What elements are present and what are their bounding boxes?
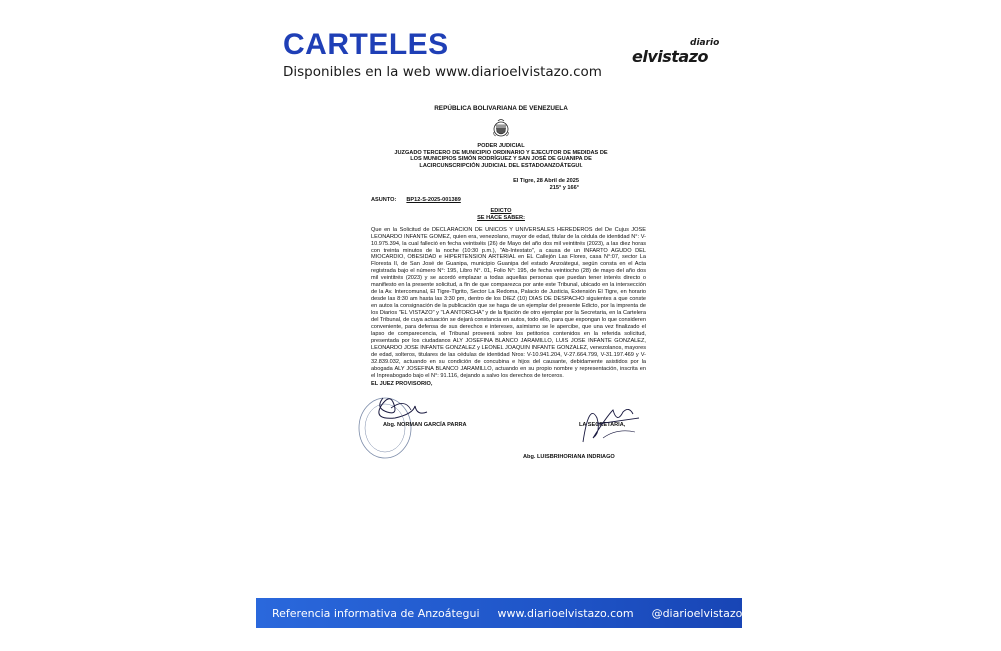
- edicto-heading: [353, 208, 649, 221]
- poder-judicial: PODER JUDICIAL: [477, 142, 525, 149]
- asunto-code: BP12-S-2025-001389: [406, 196, 461, 203]
- juez-label: EL JUEZ PROVISORIO,: [371, 380, 433, 387]
- logo-name-text: elvistazo: [632, 47, 709, 66]
- secretary-name: Abg. LUISBRIHORIANA INDRIAGO: [523, 453, 615, 460]
- footer-bar: [256, 598, 742, 628]
- secretaria-label: LA SECRETARIA,: [579, 421, 626, 428]
- footer-website-link[interactable]: www.diarioelvistazo.com: [497, 606, 634, 620]
- asunto-label: ASUNTO:: [371, 196, 397, 203]
- juzgado-heading: [353, 143, 649, 169]
- signature-area: [353, 388, 649, 468]
- footer-reference: Referencia informativa de Anzoátegui: [272, 606, 480, 620]
- juzgado-line: JUZGADO TERCERO DE MUNICIPIO ORDINARIO Y EJECUTOR DE MEDIDAS DE: [394, 149, 608, 156]
- hace-saber: SE HACE SABER:: [477, 215, 525, 222]
- republica-heading: REPÚBLICA BOLIVARIANA DE VENEZUELA: [434, 105, 568, 112]
- brand-title: CARTELES: [283, 28, 449, 61]
- coat-of-arms-icon: [490, 117, 512, 139]
- logo-sup: diario: [690, 38, 720, 48]
- juzgado-line: LOS MUNICIPIOS SIMÓN RODRÍGUEZ Y SAN JOSÉ DE GUANIPA DE: [410, 156, 592, 163]
- years-line: 215° y 166°: [549, 184, 579, 191]
- edict-card: [256, 20, 742, 631]
- juzgado-line: LACIRCUNSCRIPCIÓN JUDICIAL DEL ESTADOANZOÁTEGUI.: [419, 162, 583, 169]
- brand-subtitle: Disponibles en la web www.diarioelvistazo.com: [283, 64, 602, 80]
- edict-body: Que en la Solicitud de DECLARACION DE UNICOS Y UNIVERSALES HEREDEROS del De Cujus JOSE LEONARDO INFANTE GOMEZ, quien era, venezolano, mayor de edad, titular de la cédula de identidad N°: V-10.975.394, la cual falleció en fecha veintiséis (26) de Mayo del año dos mil veintitrés (2023), a las diez horas con treinta minutos de la noche (10:30 p.m.), "Ab-Intestato", a causa de un INFARTO AGUDO DEL MIOCARDIO, OBESIDAD e HIPERTENSION ARTERIAL en EL Callejón Las Flores, casa N°:07, sector La Floresta II, de San José de Guanipa, municipio Guanipa del estado Anzoátegui, según consta en el Acta registrada bajo el número N°: 195, Libro N°. 01, Folio N°: 195, de fecha veintiocho (28) de mayo del año dos mil veintitrés (2023) y se acordó emplazar a todas aquellas personas que puedan tener interés directo o manifiesto en la presente solicitud, a fin de que comparezca por ante este Tribunal, ubicado en la intersección de la Av. Intercomunal, El Tigre-Tigrito, Sector La Redoma, Palacio de Justicia, Extensión El Tigre, en horario desde las 8:30 am hasta las 3:30 pm, dentro de los DIEZ (10) DIAS DE DESPACHO siguientes a que conste en autos la consignación de la publicación que se haga de un ejemplar del presente Edicto, por la imprenta de los Diarios "EL VISTAZO" y "LA ANTORCHA" y de la fijación de otro ejemplar por la Secretaria, en la Cartelera del Tribunal, de cuya actuación se dejará constancia en autos, todo ello, para que expongan lo que consideren conveniente, para defensa de sus derechos e intereses, asimismo se le apercibe, que una vez finalizado el lapso de comparecencia, el Tribunal proveerá sobre los petitorios contenidos en la referida solicitud, presentada por los ciudadanos ALY JOSEFINA BLANCO JARAMILLO, LUIS JOSE INFANTE GONZALEZ, LEONARDO JOSE INFANTE GONZALEZ y LEONEL JOAQUIN INFANTE GONZALEZ, venezolanos, mayores de edad, solteros, titulares de las cédulas de identidad Nros: V-10.941.204, V-27.664.799, V-31.197.469 y V-32.839.032, actuando en su condición de concubina e hijos del causante, debidamente asistidos por la abogada ALY JOSEFINA BLANCO JARAMILLO, actuando en su propio nombre y representación, inscrita en el Inpreabogado bajo el N°: 91.116, dejando a salvo los derechos de terceros.: [371, 226, 646, 379]
- date-block: [353, 178, 649, 191]
- edict-document: [353, 102, 649, 588]
- secretary-signature-icon: [573, 398, 647, 448]
- footer-social-handle[interactable]: @diarioelvistazo: [651, 606, 743, 620]
- elvistazo-logo: [632, 38, 722, 68]
- asunto-line: [353, 197, 649, 204]
- logo-name: [632, 47, 708, 66]
- date-line: El Tigre, 28 Abril de 2025: [513, 178, 579, 185]
- judge-name: Abg. NORMAN GARCÍA PARRA: [383, 421, 467, 428]
- edicto-title: EDICTO: [490, 208, 512, 215]
